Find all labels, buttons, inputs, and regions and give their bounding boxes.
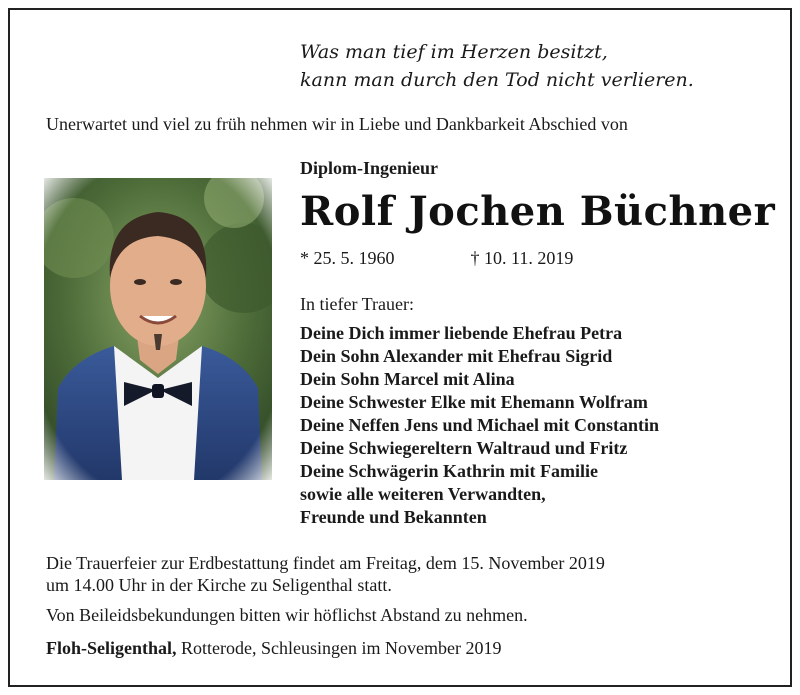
life-dates [300,248,573,269]
deceased-name: Rolf Jochen Büchner [300,188,776,235]
portrait-photo [44,178,272,480]
birth-date: * 25. 5. 1960 [300,248,395,268]
mourner-line: Deine Schwägerin Kathrin mit Familie [300,461,598,481]
place-rest: Rotterode, Schleusingen im November 2019 [176,638,502,658]
mourners-list [300,322,659,529]
funeral-info [46,552,766,596]
motto-line-2: kann man durch den Tod nicht verlieren. [300,69,694,91]
mourner-line: Deine Schwiegereltern Waltraud und Fritz [300,438,628,458]
mourner-line: Deine Dich immer liebende Ehefrau Petra [300,323,623,343]
condolence-note: Von Beileidsbekundungen bitten wir höflichst Abstand zu nehmen. [46,605,528,625]
mourner-line: sowie alle weiteren Verwandten, [300,484,546,504]
mourner-line: Deine Neffen Jens und Michael mit Constantin [300,415,659,435]
funeral-line-1: Die Trauerfeier zur Erdbestattung findet am Freitag, dem 15. November 2019 [46,553,605,573]
mourner-line: Dein Sohn Alexander mit Ehefrau Sigrid [300,346,613,366]
place-main: Floh-Seligenthal, [46,638,177,658]
academic-title: Diplom-Ingenieur [300,158,439,178]
funeral-line-2: um 14.00 Uhr in der Kirche zu Seligenthal statt. [46,575,392,595]
mourning-label: In tiefer Trauer: [300,294,414,314]
mourner-line: Deine Schwester Elke mit Ehemann Wolfram [300,392,648,412]
motto-line-1: Was man tief im Herzen besitzt, [300,41,608,63]
death-date: † 10. 11. 2019 [470,248,574,268]
place-and-date [46,638,501,659]
intro-text: Unerwartet und viel zu früh nehmen wir in Liebe und Dankbarkeit Abschied von [46,114,628,134]
motto-quote [300,38,770,94]
mourner-line: Dein Sohn Marcel mit Alina [300,369,515,389]
mourner-line: Freunde und Bekannten [300,507,487,527]
